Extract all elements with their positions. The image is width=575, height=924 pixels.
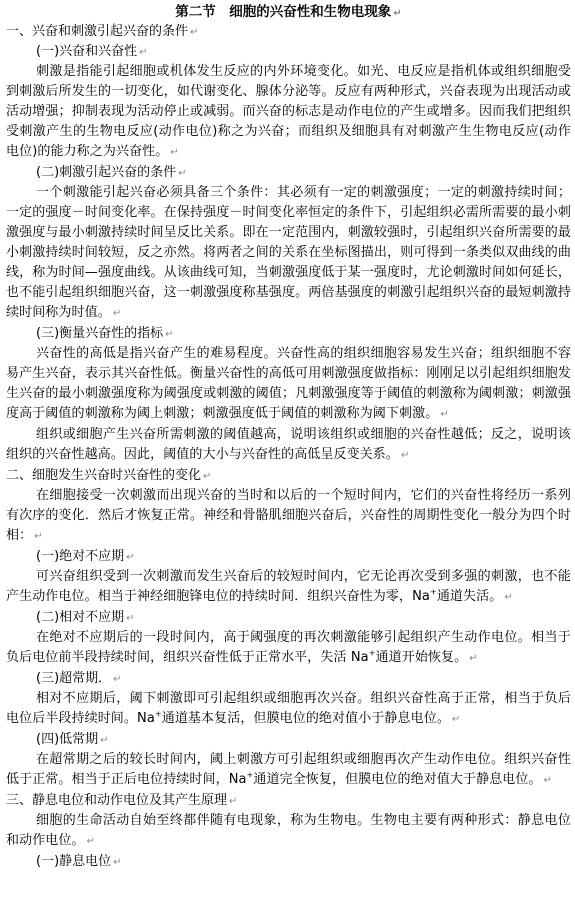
- superscript-plus: +: [430, 587, 437, 597]
- heading-3-1-text: (一)静息电位: [36, 854, 112, 869]
- heading-1-text: 一、兴奋和刺激引起兴奋的条件: [6, 24, 189, 39]
- heading-2-4: [6, 730, 571, 750]
- paragraph-mark-icon: ↵: [440, 409, 449, 420]
- heading-2-3-text: (三)超常期．: [36, 671, 112, 686]
- heading-1-3-text: (三)衡量兴奋性的指标: [36, 326, 164, 341]
- paragraph-mark-icon: ↵: [100, 735, 109, 746]
- paragraph-mark-icon: ↵: [126, 552, 135, 563]
- paragraph-text-b: 通道失活。: [436, 589, 503, 604]
- heading-2-3: [6, 669, 571, 689]
- heading-2: [6, 466, 571, 486]
- heading-1: [6, 22, 571, 42]
- paragraph-indicator-2: [6, 425, 571, 466]
- paragraph-mark-icon: ↵: [504, 592, 513, 603]
- paragraph-phases-text: 在细胞接受一次刺激而出现兴奋的当时和以后的一个短时间内，它们的兴奋性将经历一系列有次序的变化．然后才恢复正常。神经和骨骼肌细胞兴奋后，兴奋性的周期性变化一般分为四个时相：: [6, 488, 571, 543]
- paragraph-indicator-1: [6, 344, 571, 425]
- heading-2-text: 二、细胞发生兴奋时兴奋性的变化: [6, 468, 202, 483]
- paragraph-indicator-1-text: 兴奋性的高低是指兴奋产生的难易程度。兴奋性高的组织细胞容易发生兴奋；组织细胞不容易产生兴奋，表示其兴奋性低。衡量兴奋性的高低可用刺激强度做指标：刚刚足以引起组织细胞发生兴奋的最小刺激强度称为阈强度或刺激的阈值；凡刺激强度等于阈值的刺激称为阈刺激；刺激强度高于阈值的刺激称为阈上刺激；刺激强度低于阈值的刺激称为阈下刺激。: [6, 346, 571, 421]
- paragraph-mark-icon: ↵: [469, 653, 478, 664]
- heading-2-1-text: (一)绝对不应期: [36, 549, 125, 564]
- paragraph-conditions: [6, 183, 571, 324]
- paragraph-mark-icon: ↵: [190, 27, 199, 38]
- paragraph-bioelectric: [6, 811, 571, 852]
- heading-1-1: [6, 42, 571, 62]
- superscript-plus: +: [368, 648, 376, 658]
- heading-2-2-text: (二)相对不应期: [36, 610, 125, 625]
- paragraph-mark-icon: ↵: [139, 47, 148, 58]
- paragraph-supernormal: [6, 689, 571, 730]
- paragraph-text-b: 通道完全恢复，但膜电位的绝对值大于静息电位。: [253, 772, 542, 787]
- paragraph-mark-icon: ↵: [86, 836, 96, 847]
- heading-3: [6, 791, 571, 811]
- paragraph-excitation: [6, 62, 571, 163]
- document-page: [6, 0, 571, 872]
- paragraph-mark-icon: ↵: [543, 775, 553, 786]
- paragraph-mark-icon: ↵: [165, 329, 174, 340]
- paragraph-indicator-2-text: 组织或细胞产生兴奋所需刺激的阈值越高，说明该组织或细胞的兴奋性越低；反之，说明该组织的兴奋性越高。因此，阈值的大小与兴奋性的高低呈反变关系。: [6, 427, 571, 462]
- paragraph-mark-icon: ↵: [401, 450, 410, 461]
- heading-3-text: 三、静息电位和动作电位及其产生原理: [6, 793, 228, 808]
- heading-1-3: [6, 324, 571, 344]
- paragraph-phases: [6, 486, 571, 547]
- paragraph-mark-icon: ↵: [34, 531, 43, 542]
- paragraph-text-b: 通道基本复活，但膜电位的绝对值小于静息电位。: [161, 711, 450, 726]
- paragraph-mark-icon: ↵: [113, 674, 122, 685]
- paragraph-text-a: 相对不应期后，阈下刺激即可引起组织或细胞再次兴奋。组织兴奋性高于正常，相当于负后电位后半段持续时间。Na: [6, 691, 571, 726]
- paragraph-bioelectric-text: 细胞的生命活动自始至终都伴随有电现象，称为生物电。生物电主要有两种形式：静息电位和动作电位。: [6, 813, 571, 848]
- paragraph-excitation-text: 刺激是指能引起细胞或机体发生反应的内外环境变化。如光、电反应是指机体或组织细胞受到刺激后所发生的一切变化，如代谢变化、腺体分泌等。反应有两种形式，兴奋表现为出现活动或活动增强；抑制表现为活动停止或减弱。而兴奋的标志是动作电位的产生或增多。因而我们把组织受刺激产生的生物电反应(动作电位)称之为兴奋；而组织及细胞具有对刺激产生生物电反应(动作电位)的能力称之为兴奋性。: [6, 64, 571, 159]
- paragraph-mark-icon: ↵: [229, 796, 238, 807]
- paragraph-text-a: 可兴奋组织受到一次刺激而发生兴奋后的较短时间内，它无论再次受到多强的刺激，也不能产生动作电位。相当于神经细胞锋电位的持续时间．组织兴奋性为零，Na: [6, 569, 571, 604]
- heading-2-1: [6, 547, 571, 567]
- superscript-plus: +: [154, 709, 162, 719]
- paragraph-absolute-refractory: [6, 567, 571, 608]
- paragraph-subnormal: [6, 750, 571, 791]
- section-title: [6, 2, 571, 22]
- heading-2-2: [6, 608, 571, 628]
- paragraph-relative-refractory: [6, 628, 571, 669]
- heading-2-4-text: (四)低常期: [36, 732, 99, 747]
- paragraph-mark-icon: ↵: [170, 147, 179, 158]
- heading-1-1-text: (一)兴奋和兴奋性: [36, 44, 138, 59]
- paragraph-mark-icon: ↵: [126, 613, 135, 624]
- paragraph-mark-icon: ↵: [393, 8, 402, 19]
- paragraph-mark-icon: ↵: [112, 308, 122, 319]
- paragraph-mark-icon: ↵: [451, 714, 461, 725]
- paragraph-text-b: 通道开始恢复。: [375, 650, 468, 665]
- heading-3-1: [6, 852, 571, 872]
- section-title-text: 第二节 细胞的兴奋性和生物电现象: [175, 4, 392, 20]
- heading-1-2: [6, 163, 571, 183]
- heading-1-2-text: (二)刺激引起兴奋的条件: [36, 165, 177, 180]
- paragraph-conditions-text: 一个刺激能引起兴奋必须具备三个条件：其必须有一定的刺激强度；一定的刺激持续时间；一定的强度－时间变化率。在保持强度－时间变化率恒定的条件下，引起组织必需所需要的最小刺激强度与最小刺激持续时间呈反比关系。即在一定范围内，刺激较强时，引起组织兴奋所需要的最小刺激持续时间较短，反之亦然。将两者之间的关系在坐标图描出，则可得到一条类似双曲线的曲线，称为时间—强度曲线。从该曲线可知，当刺激强度低于某一强度时，尤论刺激时间如何延长，也不能引起组织细胞兴奋，这一刺激强度称基强度。两倍基强度的刺激引起组织兴奋的最短刺激持续时间称为时值。: [6, 185, 571, 320]
- superscript-plus: +: [246, 770, 254, 780]
- paragraph-mark-icon: ↵: [203, 471, 212, 482]
- paragraph-text-a: 在绝对不应期后的一段时间内，高于阈强度的再次刺激能够引起组织产生动作电位。相当于负后电位前半段持续时间，组织兴奋性低于正常水平，失活 Na: [6, 630, 571, 665]
- paragraph-mark-icon: ↵: [113, 857, 122, 868]
- paragraph-text-a: 在超常期之后的较长时间内，阈上刺激方可引起组织或细胞再次产生动作电位。组织兴奋性低于正常。相当于正后电位持续时间，Na: [6, 752, 571, 787]
- paragraph-mark-icon: ↵: [178, 168, 187, 179]
